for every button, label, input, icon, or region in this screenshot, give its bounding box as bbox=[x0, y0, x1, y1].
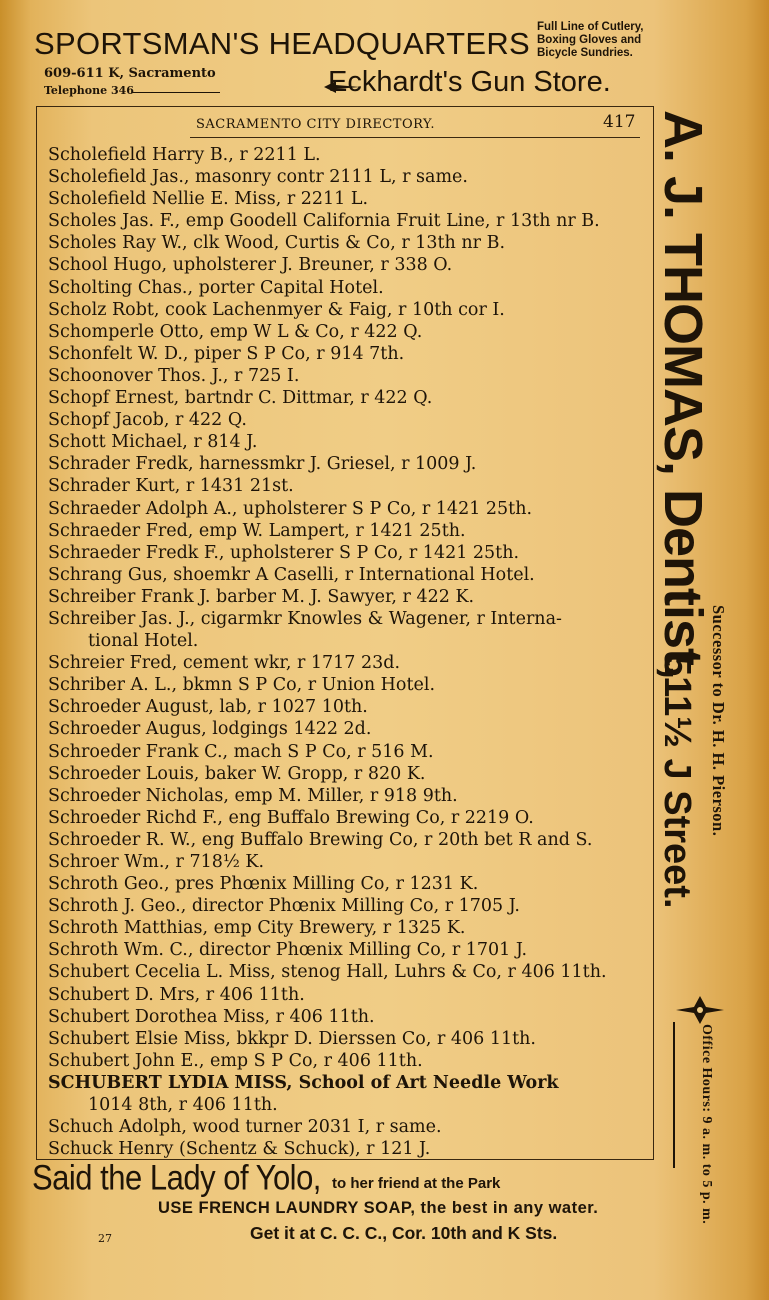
office-hours: Office Hours: 9 a. m. to 5 p. m. bbox=[699, 1024, 714, 1225]
directory-entry: Schreier Fred, cement wkr, r 1717 23d. bbox=[48, 653, 401, 674]
directory-entry: Scholting Chas., porter Capital Hotel. bbox=[48, 277, 384, 298]
directory-entry-continuation: tional Hotel. bbox=[88, 631, 199, 652]
directory-entry-continuation: 1014 8th, r 406 11th. bbox=[88, 1095, 278, 1116]
bottom-ad-soap-line: USE FRENCH LAUNDRY SOAP, the best in any water. bbox=[158, 1199, 599, 1217]
top-ad-title: SPORTSMAN'S HEADQUARTERS bbox=[34, 26, 531, 61]
top-ad-side-line: Bicycle Sundries. bbox=[537, 47, 633, 59]
directory-entry: Schuck Henry (Schentz & Schuck), r 121 J. bbox=[48, 1139, 431, 1160]
directory-entry: Scholefield Jas., masonry contr 2111 L, r same. bbox=[48, 167, 468, 188]
bottom-ad-headline-main: Said the Lady of Yolo, bbox=[32, 1157, 321, 1198]
directory-entry: Schuch Adolph, wood turner 2031 I, r same. bbox=[48, 1117, 442, 1138]
directory-entry: Schroer Wm., r 718½ K. bbox=[48, 852, 265, 872]
directory-entry: Scholes Ray W., clk Wood, Curtis & Co, r 13th nr B. bbox=[48, 233, 506, 254]
directory-entry: Schroth J. Geo., director Phœnix Milling Co, r 1705 J. bbox=[48, 896, 520, 917]
directory-entry: Scholefield Nellie E. Miss, r 2211 L. bbox=[48, 189, 369, 210]
folio-number: 27 bbox=[98, 1232, 112, 1245]
header-rule bbox=[190, 137, 640, 138]
directory-entry: Schrader Fredk, harnessmkr J. Griesel, r 1009 J. bbox=[48, 454, 477, 475]
telephone-rule bbox=[132, 92, 220, 93]
directory-entry: Schrader Kurt, r 1431 21st. bbox=[48, 476, 294, 497]
directory-entry: Schroth Matthias, emp City Brewery, r 1325 K. bbox=[48, 918, 466, 939]
directory-entry: Schopf Jacob, r 422 Q. bbox=[48, 410, 247, 431]
directory-entry: Schroeder Richd F., eng Buffalo Brewing Co, r 2219 O. bbox=[48, 807, 534, 828]
directory-entry: Schubert Dorothea Miss, r 406 11th. bbox=[48, 1006, 375, 1027]
directory-entry: Schroeder Louis, baker W. Gropp, r 820 K. bbox=[48, 763, 426, 784]
directory-entry: Schubert Elsie Miss, bkkpr D. Dierssen Co, r 406 11th. bbox=[48, 1028, 536, 1049]
top-ad-telephone: Telephone 346 bbox=[44, 84, 134, 97]
directory-entry: Schreiber Jas. J., cigarmkr Knowles & Wagener, r Interna- bbox=[48, 608, 562, 629]
bottom-ad-headline bbox=[32, 1157, 501, 1198]
directory-entry: Schraeder Fred, emp W. Lampert, r 1421 25th. bbox=[48, 520, 466, 541]
directory-entry: Schoonover Thos. J., r 725 I. bbox=[48, 365, 300, 386]
directory-entry: Schrang Gus, shoemkr A Caselli, r International Hotel. bbox=[48, 564, 535, 585]
directory-entry: Schubert D. Mrs, r 406 11th. bbox=[48, 984, 305, 1005]
directory-entry: Schubert Cecelia L. Miss, stenog Hall, Luhrs & Co, r 406 11th. bbox=[48, 962, 607, 983]
page-number: 417 bbox=[603, 112, 636, 132]
top-ad-side-lines bbox=[537, 21, 643, 60]
dentist-name: A. J. THOMAS, Dentist, bbox=[653, 110, 713, 680]
directory-entry: Scholes Jas. F., emp Goodell California Fruit Line, r 13th nr B. bbox=[48, 211, 600, 232]
directory-entry: Schomperle Otto, emp W L & Co, r 422 Q. bbox=[48, 321, 423, 342]
dentist-successor: Successor to Dr. H. H. Pierson. bbox=[709, 605, 728, 837]
gun-store-name: Eckhardt's Gun Store. bbox=[328, 66, 611, 98]
directory-entry: Schonfelt W. D., piper S P Co, r 914 7th. bbox=[48, 343, 405, 364]
dentist-address: 511½ J Street. bbox=[656, 655, 698, 909]
directory-entries bbox=[48, 144, 644, 1160]
directory-entry: Schriber A. L., bkmn S P Co, r Union Hotel. bbox=[48, 675, 436, 696]
directory-entry: Schroeder Augus, lodgings 1422 2d. bbox=[48, 719, 372, 740]
directory-entry: Schraeder Adolph A., upholsterer S P Co, r 1421 25th. bbox=[48, 498, 533, 519]
dentist-ad-name bbox=[653, 110, 720, 680]
directory-entry: School Hugo, upholsterer J. Breuner, r 338 O. bbox=[48, 255, 453, 276]
directory-entry: Schraeder Fredk F., upholsterer S P Co, r 1421 25th. bbox=[48, 542, 520, 563]
directory-entry: Schreiber Frank J. barber M. J. Sawyer, r 422 K. bbox=[48, 586, 475, 607]
ornament-icon bbox=[672, 994, 728, 1026]
directory-entry: Schroth Geo., pres Phœnix Milling Co, r 1231 K. bbox=[48, 874, 479, 895]
side-rule bbox=[673, 1022, 675, 1168]
page-title: SACRAMENTO CITY DIRECTORY. bbox=[196, 117, 436, 132]
directory-entry: Scholz Robt, cook Lachenmyer & Faig, r 10th cor I. bbox=[48, 299, 505, 320]
directory-entry: Schroeder August, lab, r 1027 10th. bbox=[48, 697, 368, 718]
directory-entry: Schroeder Nicholas, emp M. Miller, r 918 9th. bbox=[48, 785, 458, 806]
bottom-ad-headline-tail: to her friend at the Park bbox=[332, 1175, 501, 1192]
top-ad-address: 609-611 K, Sacramento bbox=[44, 66, 216, 81]
top-ad-side-line: Full Line of Cutlery, bbox=[537, 21, 644, 33]
directory-entry: Schott Michael, r 814 J. bbox=[48, 432, 258, 453]
directory-entry: Schopf Ernest, bartndr C. Dittmar, r 422 Q. bbox=[48, 388, 433, 409]
directory-entry: Schubert John E., emp S P Co, r 406 11th. bbox=[48, 1050, 423, 1071]
directory-entry-featured: SCHUBERT LYDIA MISS, School of Art Needle Work bbox=[48, 1072, 559, 1093]
directory-entry: Scholefield Harry B., r 2211 L. bbox=[48, 145, 321, 165]
bottom-ad-location-line: Get it at C. C. C., Cor. 10th and K Sts. bbox=[250, 1223, 558, 1243]
directory-entry: Schroeder Frank C., mach S P Co, r 516 M. bbox=[48, 741, 434, 762]
directory-entry: Schroth Wm. C., director Phœnix Milling Co, r 1701 J. bbox=[48, 940, 528, 961]
top-ad-side-line: Boxing Gloves and bbox=[537, 34, 642, 46]
directory-entry: Schroeder R. W., eng Buffalo Brewing Co, r 20th bet R and S. bbox=[48, 829, 593, 850]
